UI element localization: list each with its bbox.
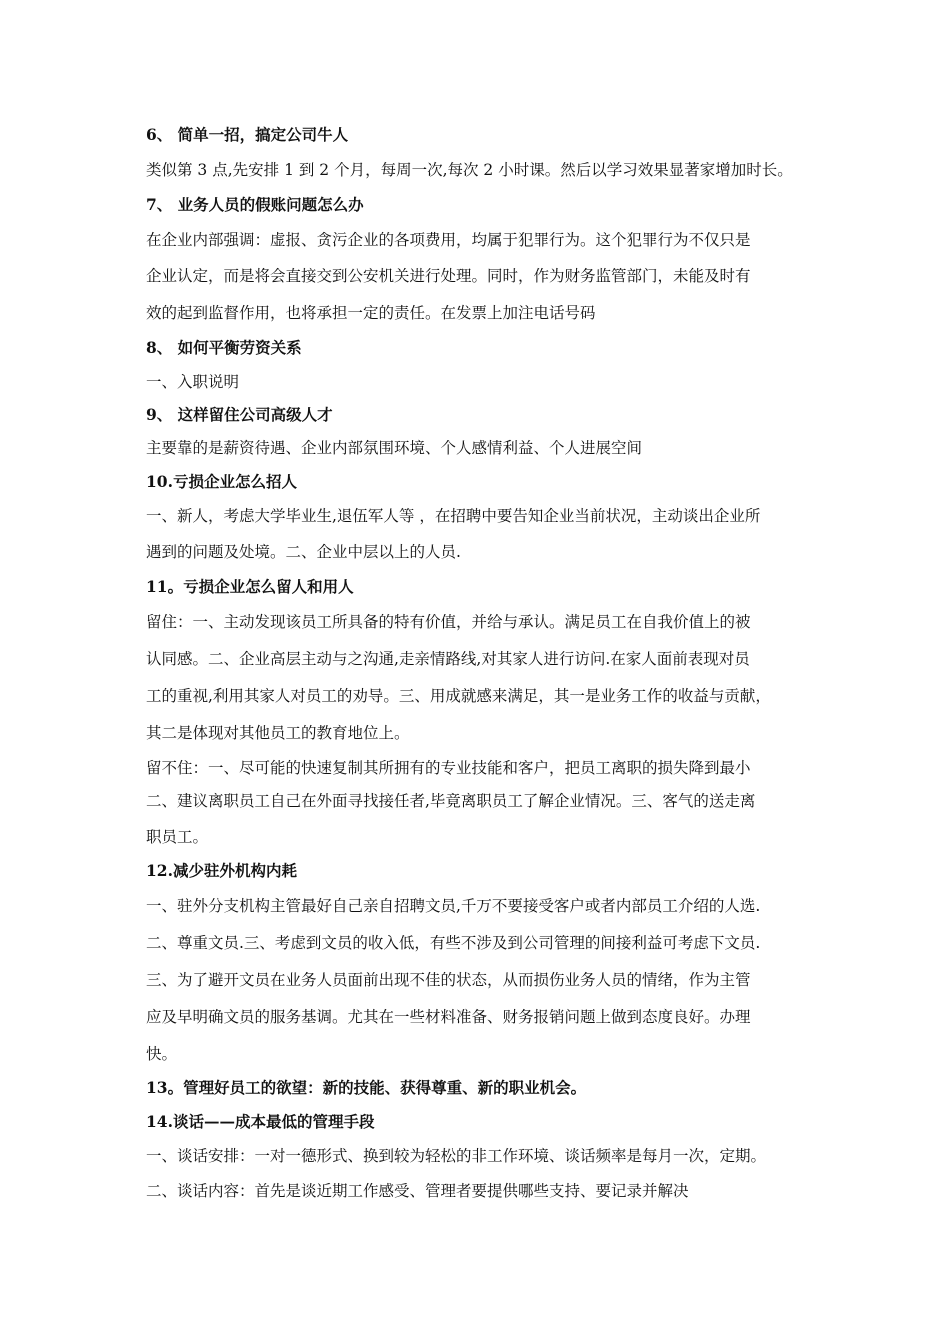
heading-9: 9、 这样留住公司高级人才 bbox=[146, 405, 333, 424]
paragraph-line: 留住：一、主动发现该员工所具备的特有价值，并给与承认。满足员工在自我价值上的被 bbox=[146, 613, 751, 631]
heading-6: 6、 简单一招，搞定公司牛人 bbox=[146, 125, 349, 144]
paragraph-line: 其二是体现对其他员工的教育地位上。 bbox=[146, 724, 410, 742]
paragraph-line: 在企业内部强调：虚报、贪污企业的各项费用，均属于犯罪行为。这个犯罪行为不仅只是 bbox=[146, 231, 751, 249]
paragraph-line: 二、谈话内容：首先是谈近期工作感受、管理者要提供哪些支持、要记录并解决 bbox=[146, 1182, 689, 1200]
heading-13: 13。管理好员工的欲望：新的技能、获得尊重、新的职业机会。 bbox=[146, 1078, 587, 1097]
paragraph-line: 企业认定，而是将会直接交到公安机关进行处理。同时，作为财务监管部门，未能及时有 bbox=[146, 267, 751, 285]
paragraph-line: 留不住：一、尽可能的快速复制其所拥有的专业技能和客户，把员工离职的损失降到最小 bbox=[146, 759, 751, 777]
paragraph-line: 一、驻外分支机构主管最好自己亲自招聘文员,千万不要接受客户或者内部员工介绍的人选. bbox=[146, 897, 761, 915]
paragraph-line: 一、入职说明 bbox=[146, 373, 240, 391]
paragraph-line: 职员工。 bbox=[146, 828, 209, 846]
paragraph-line: 应及早明确文员的服务基调。尤其在一些材料准备、财务报销问题上做到态度良好。办理 bbox=[146, 1008, 751, 1026]
heading-7: 7、 业务人员的假账问题怎么办 bbox=[146, 195, 364, 214]
paragraph-line: 三、为了避开文员在业务人员面前出现不佳的状态，从而损伤业务人员的情绪，作为主管 bbox=[146, 971, 751, 989]
paragraph-line: 工的重视,利用其家人对员工的劝导。三、用成就感来满足，其一是业务工作的收益与贡献， bbox=[146, 687, 771, 705]
paragraph-line: 遇到的问题及处境。二、企业中层以上的人员. bbox=[146, 543, 461, 561]
paragraph-line: 效的起到监督作用，也将承担一定的责任。在发票上加注电话号码 bbox=[146, 304, 596, 322]
paragraph-line: 认同感。二、企业高层主动与之沟通,走亲情路线,对其家人进行访问.在家人面前表现对员 bbox=[146, 650, 750, 668]
paragraph-line: 快。 bbox=[146, 1045, 178, 1063]
paragraph-line: 主要靠的是薪资待遇、企业内部氛围环境、个人感情利益、个人进展空间 bbox=[146, 439, 643, 457]
paragraph-line: 二、尊重文员.三、考虑到文员的收入低，有些不涉及到公司管理的间接利益可考虑下文员. bbox=[146, 934, 761, 952]
heading-11: 11。亏损企业怎么留人和用人 bbox=[146, 577, 354, 596]
paragraph-line: 二、建议离职员工自己在外面寻找接任者,毕竟离职员工了解企业情况。三、客气的送走离 bbox=[146, 792, 756, 810]
paragraph-line: 一、新人，考虑大学毕业生,退伍军人等 ，在招聘中要告知企业当前状况，主动谈出企业所 bbox=[146, 507, 761, 525]
paragraph-line: 类似第 3 点,先安排 1 到 2 个月，每周一次,每次 2 小时课。然后以学习效果显著家增加时长。 bbox=[146, 161, 793, 179]
paragraph-line: 一、谈话安排：一对一德形式、换到较为轻松的非工作环境、谈话频率是每月一次，定期。 bbox=[146, 1147, 767, 1165]
heading-12: 12.减少驻外机构内耗 bbox=[146, 861, 297, 880]
heading-10: 10.亏损企业怎么招人 bbox=[146, 472, 297, 491]
heading-8: 8、 如何平衡劳资关系 bbox=[146, 338, 302, 357]
heading-14: 14.谈话——成本最低的管理手段 bbox=[146, 1112, 375, 1131]
